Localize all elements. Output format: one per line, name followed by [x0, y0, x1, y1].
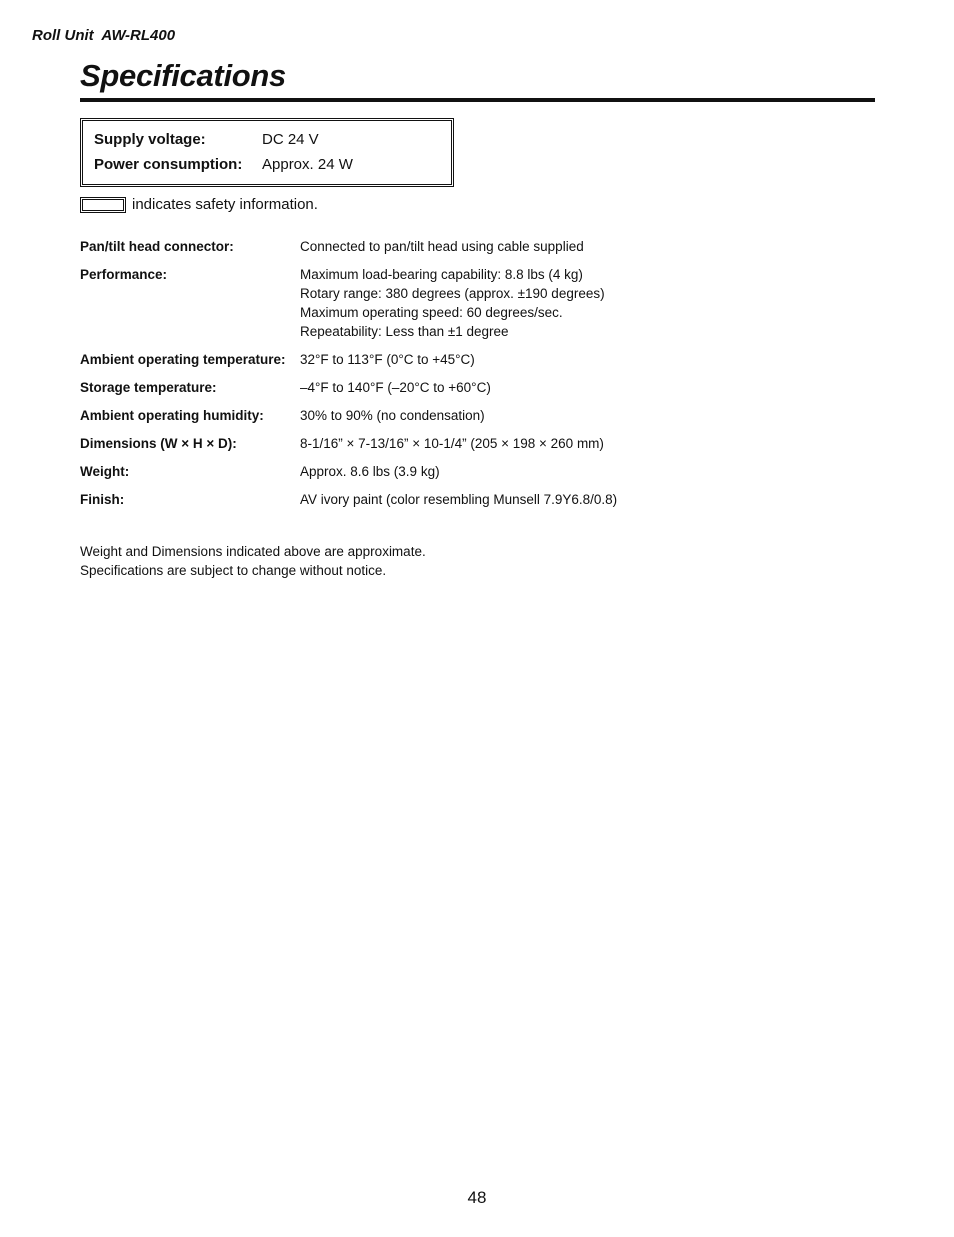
- spec-row: [80, 434, 840, 453]
- safety-info-box: [80, 118, 454, 187]
- title-rule: [80, 98, 875, 102]
- spec-row: [80, 490, 840, 509]
- spec-values: [300, 350, 840, 369]
- spec-label: Storage temperature:: [80, 380, 217, 395]
- spec-row: [80, 237, 840, 256]
- specs-list: [80, 237, 840, 518]
- spec-values: [300, 265, 840, 341]
- spec-value: Repeatability: Less than ±1 degree: [300, 324, 509, 339]
- supply-voltage-label: Supply voltage:: [94, 131, 206, 148]
- spec-row: [80, 406, 840, 425]
- spec-values: [300, 434, 840, 453]
- spec-values: [300, 406, 840, 425]
- spec-row: [80, 378, 840, 397]
- power-consumption-value: Approx. 24 W: [262, 156, 353, 173]
- spec-values: [300, 378, 840, 397]
- spec-value: Connected to pan/tilt head using cable supplied: [300, 239, 584, 254]
- spec-values: [300, 462, 840, 481]
- spec-value: Maximum load-bearing capability: 8.8 lbs (4 kg): [300, 267, 583, 282]
- spec-row: [80, 350, 840, 369]
- spec-label: Finish:: [80, 492, 125, 507]
- spec-value: AV ivory paint (color resembling Munsell 7.9Y6.8/0.8): [300, 492, 618, 507]
- spec-values: [300, 237, 840, 256]
- spec-value: Approx. 8.6 lbs (3.9 kg): [300, 464, 440, 479]
- spec-value: –4°F to 140°F (–20°C to +60°C): [300, 380, 491, 395]
- note-line: Specifications are subject to change without notice.: [80, 563, 387, 578]
- spec-label: Ambient operating temperature:: [80, 352, 286, 367]
- safety-symbol-icon: [80, 197, 126, 213]
- note-line: Weight and Dimensions indicated above are approximate.: [80, 544, 426, 559]
- notes: [80, 542, 426, 580]
- spec-values: [300, 490, 840, 509]
- power-consumption-row: [94, 156, 353, 173]
- page-title: Specifications: [80, 58, 286, 93]
- model-header: Roll Unit AW-RL400: [32, 27, 176, 44]
- supply-voltage-value: DC 24 V: [262, 131, 319, 148]
- spec-value: Rotary range: 380 degrees (approx. ±190 degrees): [300, 286, 605, 301]
- page-number: 48: [467, 1188, 487, 1207]
- spec-row: [80, 462, 840, 481]
- safety-info-box-inner: [82, 120, 452, 185]
- safety-legend-text: indicates safety information.: [132, 196, 318, 213]
- spec-row: [80, 265, 840, 341]
- safety-legend: [80, 196, 318, 213]
- supply-voltage-row: [94, 131, 319, 148]
- spec-value: Maximum operating speed: 60 degrees/sec.: [300, 305, 563, 320]
- spec-value: 30% to 90% (no condensation): [300, 408, 485, 423]
- spec-label: Pan/tilt head connector:: [80, 239, 234, 254]
- spec-label: Dimensions (W × H × D):: [80, 436, 237, 451]
- spec-value: 32°F to 113°F (0°C to +45°C): [300, 352, 475, 367]
- power-consumption-label: Power consumption:: [94, 156, 243, 173]
- spec-label: Ambient operating humidity:: [80, 408, 264, 423]
- spec-value: 8-1/16” × 7-13/16” × 10-1/4” (205 × 198 × 260 mm): [300, 436, 604, 451]
- spec-label: Performance:: [80, 267, 168, 282]
- spec-label: Weight:: [80, 464, 130, 479]
